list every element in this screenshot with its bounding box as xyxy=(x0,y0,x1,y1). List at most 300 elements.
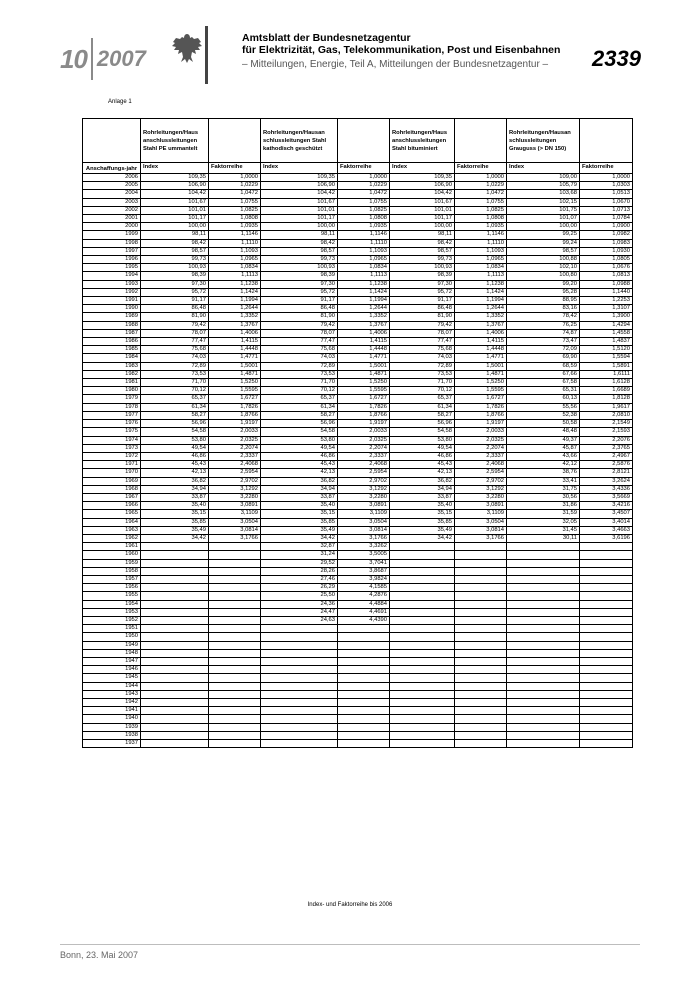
factor-cell: 1,6128 xyxy=(580,379,633,387)
factor-cell: 1,1994 xyxy=(455,297,507,305)
index-cell xyxy=(141,608,209,616)
index-cell: 46,86 xyxy=(390,452,455,460)
factor-cell xyxy=(338,715,390,723)
table-row xyxy=(83,493,633,501)
factor-cell: 2,0810 xyxy=(580,411,633,419)
factor-cell xyxy=(209,592,261,600)
index-cell xyxy=(141,649,209,657)
index-cell: 60,13 xyxy=(507,395,580,403)
factor-cell: 1,1113 xyxy=(338,272,390,280)
index-cell: 98,57 xyxy=(507,247,580,255)
year-cell: 1996 xyxy=(83,256,141,264)
factor-cell: 1,4837 xyxy=(580,338,633,346)
factor-cell xyxy=(580,666,633,674)
index-cell: 98,11 xyxy=(390,231,455,239)
year-cell: 1972 xyxy=(83,452,141,460)
index-cell xyxy=(507,584,580,592)
index-cell xyxy=(390,543,455,551)
factor-cell xyxy=(209,608,261,616)
year-cell: 1955 xyxy=(83,592,141,600)
factor-cell: 1,1238 xyxy=(209,280,261,288)
table-row xyxy=(83,690,633,698)
table-row xyxy=(83,420,633,428)
index-cell xyxy=(507,600,580,608)
factor-cell xyxy=(209,731,261,739)
table-row xyxy=(83,740,633,748)
factor-cell xyxy=(455,657,507,665)
factor-cell: 2,0033 xyxy=(455,428,507,436)
year-cell: 1970 xyxy=(83,469,141,477)
index-cell: 99,73 xyxy=(141,256,209,264)
index-cell: 83,16 xyxy=(507,305,580,313)
factor-cell: 1,3107 xyxy=(580,305,633,313)
index-cell: 34,42 xyxy=(261,534,338,542)
factor-cell xyxy=(455,715,507,723)
factor-cell: 3,0814 xyxy=(455,526,507,534)
index-cell: 35,40 xyxy=(261,502,338,510)
index-cell xyxy=(141,657,209,665)
column-header-row xyxy=(83,163,633,174)
index-cell: 109,35 xyxy=(141,174,209,182)
factor-cell: 3,1109 xyxy=(455,510,507,518)
factor-cell: 1,0825 xyxy=(455,206,507,214)
factor-cell: 2,4068 xyxy=(338,461,390,469)
index-cell: 95,72 xyxy=(261,288,338,296)
index-cell xyxy=(261,625,338,633)
factor-cell: 2,4967 xyxy=(580,452,633,460)
issue-number: 10 xyxy=(60,43,87,74)
index-cell: 101,01 xyxy=(141,206,209,214)
year-cell: 1953 xyxy=(83,608,141,616)
factor-cell: 1,0755 xyxy=(455,198,507,206)
index-cell: 32,05 xyxy=(507,518,580,526)
index-cell: 35,40 xyxy=(390,502,455,510)
index-cell: 73,53 xyxy=(141,370,209,378)
index-cell: 98,11 xyxy=(261,231,338,239)
table-row xyxy=(83,182,633,190)
index-cell: 78,42 xyxy=(507,313,580,321)
factor-cell: 1,1110 xyxy=(209,239,261,247)
factor-cell xyxy=(455,633,507,641)
index-cell: 35,15 xyxy=(390,510,455,518)
factor-cell: 1,3767 xyxy=(455,321,507,329)
index-cell: 31,24 xyxy=(261,551,338,559)
index-cell xyxy=(390,723,455,731)
factor-cell: 2,2074 xyxy=(455,444,507,452)
factor-cell: 1,3352 xyxy=(455,313,507,321)
index-cell: 67,58 xyxy=(507,379,580,387)
factor-cell xyxy=(209,715,261,723)
factor-cell xyxy=(455,674,507,682)
factor-cell: 1,0784 xyxy=(580,215,633,223)
factor-cell xyxy=(209,690,261,698)
index-cell: 86,48 xyxy=(141,305,209,313)
year-cell: 2006 xyxy=(83,174,141,182)
index-cell: 58,27 xyxy=(141,411,209,419)
index-cell: 103,68 xyxy=(507,190,580,198)
factor-cell: 1,6727 xyxy=(455,395,507,403)
factor-cell: 1,4115 xyxy=(338,338,390,346)
table-row xyxy=(83,297,633,305)
factor-cell: 1,1146 xyxy=(209,231,261,239)
index-cell xyxy=(261,731,338,739)
factor-cell: 1,0900 xyxy=(580,223,633,231)
factor-cell: 1,5891 xyxy=(580,362,633,370)
factor-cell: 3,9824 xyxy=(338,575,390,583)
index-cell: 109,00 xyxy=(507,174,580,182)
table-row xyxy=(83,584,633,592)
index-cell: 36,82 xyxy=(390,477,455,485)
index-cell: 101,67 xyxy=(261,198,338,206)
table-row xyxy=(83,313,633,321)
year-cell: 2003 xyxy=(83,198,141,206)
table-row xyxy=(83,682,633,690)
table-row xyxy=(83,559,633,567)
group-header-grauguss: Rohrleitungen/Hausan schlussleitungen Grauguss (> DN 150) xyxy=(507,119,580,163)
index-cell: 70,12 xyxy=(390,387,455,395)
table-row xyxy=(83,387,633,395)
index-cell: 74,03 xyxy=(141,354,209,362)
index-cell: 101,17 xyxy=(390,215,455,223)
year-cell: 1948 xyxy=(83,649,141,657)
factor-cell: 1,0000 xyxy=(455,174,507,182)
factor-cell: 1,1994 xyxy=(338,297,390,305)
factor-cell: 1,8766 xyxy=(455,411,507,419)
index-cell: 98,39 xyxy=(141,272,209,280)
table-row xyxy=(83,354,633,362)
index-cell xyxy=(141,715,209,723)
index-cell xyxy=(141,551,209,559)
index-cell: 31,59 xyxy=(507,510,580,518)
factor-cell: 3,2280 xyxy=(338,493,390,501)
index-cell xyxy=(507,731,580,739)
index-cell: 35,85 xyxy=(141,518,209,526)
group-header-pe: Rohrleitungen/Haus anschlussleitungen Stahl PE ummantelt xyxy=(141,119,209,163)
index-cell xyxy=(390,551,455,559)
index-cell: 46,86 xyxy=(261,452,338,460)
index-cell: 95,72 xyxy=(390,288,455,296)
factor-cell xyxy=(455,608,507,616)
table-row xyxy=(83,305,633,313)
index-cell: 78,07 xyxy=(390,329,455,337)
index-cell: 109,35 xyxy=(390,174,455,182)
factor-cell: 3,0504 xyxy=(338,518,390,526)
factor-cell: 3,0504 xyxy=(209,518,261,526)
factor-cell: 1,1110 xyxy=(455,239,507,247)
index-cell xyxy=(390,608,455,616)
index-cell: 81,90 xyxy=(261,313,338,321)
index-cell xyxy=(390,559,455,567)
index-cell: 105,79 xyxy=(507,182,580,190)
index-cell: 97,30 xyxy=(261,280,338,288)
title-line-2: für Elektrizität, Gas, Telekommunikation, Post und Eisenbahnen xyxy=(242,44,561,56)
factor-cell: 1,7826 xyxy=(455,403,507,411)
index-cell: 54,58 xyxy=(141,428,209,436)
factor-cell xyxy=(580,633,633,641)
year-cell: 1943 xyxy=(83,690,141,698)
factor-cell: 3,0891 xyxy=(338,502,390,510)
factor-cell xyxy=(209,551,261,559)
index-cell xyxy=(141,592,209,600)
group-header-spacer xyxy=(209,119,261,163)
index-cell xyxy=(141,666,209,674)
index-cell xyxy=(141,699,209,707)
table-row xyxy=(83,616,633,624)
factor-cell: 1,0000 xyxy=(580,174,633,182)
index-cell xyxy=(261,707,338,715)
title-line-1: Amtsblatt der Bundesnetzagentur xyxy=(242,32,411,44)
index-cell xyxy=(390,641,455,649)
year-cell: 1978 xyxy=(83,403,141,411)
factor-cell: 1,5595 xyxy=(209,387,261,395)
index-cell: 49,54 xyxy=(390,444,455,452)
index-cell xyxy=(141,584,209,592)
factor-cell: 2,4068 xyxy=(209,461,261,469)
index-cell xyxy=(507,575,580,583)
factor-cell xyxy=(580,592,633,600)
factor-cell xyxy=(580,543,633,551)
index-cell: 98,11 xyxy=(141,231,209,239)
index-cell xyxy=(261,666,338,674)
factor-cell: 1,4558 xyxy=(580,329,633,337)
table-row xyxy=(83,239,633,247)
factor-cell xyxy=(580,649,633,657)
table-row xyxy=(83,198,633,206)
factor-cell xyxy=(455,543,507,551)
factor-cell: 1,2644 xyxy=(209,305,261,313)
table-row xyxy=(83,321,633,329)
year-cell: 1998 xyxy=(83,239,141,247)
factor-cell xyxy=(580,625,633,633)
factor-cell xyxy=(580,699,633,707)
index-cell: 100,93 xyxy=(141,264,209,272)
factor-cell xyxy=(338,633,390,641)
index-cell xyxy=(507,633,580,641)
page-number: 2339 xyxy=(592,46,641,71)
factor-cell: 3,1766 xyxy=(455,534,507,542)
factor-cell: 4,4691 xyxy=(338,608,390,616)
index-cell xyxy=(141,674,209,682)
index-cell: 69,90 xyxy=(507,354,580,362)
federal-eagle-icon xyxy=(170,30,204,66)
table-row xyxy=(83,518,633,526)
factor-cell: 1,5250 xyxy=(338,379,390,387)
issue-divider xyxy=(91,38,93,80)
factor-cell: 1,1424 xyxy=(338,288,390,296)
index-cell: 28,26 xyxy=(261,567,338,575)
factor-cell: 1,4448 xyxy=(338,346,390,354)
index-cell: 35,49 xyxy=(141,526,209,534)
index-cell: 38,76 xyxy=(507,469,580,477)
table-row xyxy=(83,428,633,436)
index-cell: 35,85 xyxy=(390,518,455,526)
index-cell: 33,87 xyxy=(261,493,338,501)
index-cell xyxy=(390,666,455,674)
index-cell: 78,07 xyxy=(261,329,338,337)
factor-cell xyxy=(338,666,390,674)
factor-cell: 1,5001 xyxy=(338,362,390,370)
factor-cell: 1,6727 xyxy=(338,395,390,403)
index-cell: 56,96 xyxy=(390,420,455,428)
factor-cell xyxy=(338,674,390,682)
year-cell: 1979 xyxy=(83,395,141,403)
index-cell: 42,13 xyxy=(390,469,455,477)
year-cell: 1986 xyxy=(83,338,141,346)
table-row xyxy=(83,723,633,731)
index-cell: 95,28 xyxy=(507,288,580,296)
index-cell xyxy=(390,682,455,690)
index-cell: 100,93 xyxy=(261,264,338,272)
index-cell: 24,47 xyxy=(261,608,338,616)
annex-label: Anlage 1 xyxy=(108,99,132,105)
index-cell: 71,70 xyxy=(390,379,455,387)
index-cell: 101,17 xyxy=(141,215,209,223)
table-row xyxy=(83,502,633,510)
factor-cell xyxy=(209,633,261,641)
index-cell xyxy=(507,707,580,715)
factor-cell xyxy=(209,740,261,748)
table-row xyxy=(83,190,633,198)
year-header-spacer xyxy=(83,119,141,163)
factor-cell: 1,4771 xyxy=(455,354,507,362)
issue-year: 2007 xyxy=(96,46,146,71)
index-cell: 81,90 xyxy=(390,313,455,321)
group-header-row xyxy=(83,119,633,163)
factor-column-header: Faktorreihe xyxy=(338,163,390,174)
index-cell: 98,57 xyxy=(141,247,209,255)
index-cell: 101,07 xyxy=(507,215,580,223)
factor-cell: 2,8121 xyxy=(580,469,633,477)
factor-cell: 3,4507 xyxy=(580,510,633,518)
index-cell xyxy=(261,641,338,649)
table-row xyxy=(83,526,633,534)
index-cell: 61,34 xyxy=(261,403,338,411)
index-cell xyxy=(261,690,338,698)
factor-cell: 1,4771 xyxy=(209,354,261,362)
factor-cell: 1,0983 xyxy=(580,239,633,247)
factor-cell xyxy=(455,559,507,567)
factor-cell xyxy=(580,707,633,715)
factor-cell: 1,4006 xyxy=(455,329,507,337)
factor-cell xyxy=(580,616,633,624)
factor-cell xyxy=(455,731,507,739)
index-cell xyxy=(507,608,580,616)
year-cell: 1964 xyxy=(83,518,141,526)
index-cell: 98,39 xyxy=(261,272,338,280)
year-cell: 2001 xyxy=(83,215,141,223)
index-cell: 106,90 xyxy=(390,182,455,190)
index-cell: 54,58 xyxy=(390,428,455,436)
table-row xyxy=(83,567,633,575)
factor-cell: 1,2644 xyxy=(455,305,507,313)
year-cell: 2000 xyxy=(83,223,141,231)
table-row xyxy=(83,543,633,551)
factor-cell: 3,8687 xyxy=(338,567,390,575)
factor-cell: 2,9702 xyxy=(455,477,507,485)
index-cell: 74,03 xyxy=(261,354,338,362)
index-cell: 58,27 xyxy=(261,411,338,419)
factor-cell: 1,5595 xyxy=(455,387,507,395)
index-column-header: Index xyxy=(261,163,338,174)
factor-cell: 4,1585 xyxy=(338,584,390,592)
group-header-spacer xyxy=(580,119,633,163)
year-cell: 1973 xyxy=(83,444,141,452)
year-cell: 1983 xyxy=(83,362,141,370)
factor-cell: 1,3767 xyxy=(338,321,390,329)
factor-cell xyxy=(209,674,261,682)
index-cell: 45,43 xyxy=(141,461,209,469)
table-caption: Index- und Faktorreihe bis 2006 xyxy=(307,902,393,908)
year-cell: 1938 xyxy=(83,731,141,739)
factor-cell: 2,0033 xyxy=(338,428,390,436)
year-cell: 1941 xyxy=(83,707,141,715)
year-cell: 1951 xyxy=(83,625,141,633)
index-cell: 36,82 xyxy=(261,477,338,485)
index-cell: 34,42 xyxy=(141,534,209,542)
year-cell: 1946 xyxy=(83,666,141,674)
factor-cell: 4,4884 xyxy=(338,600,390,608)
index-cell: 77,47 xyxy=(141,338,209,346)
index-cell xyxy=(507,543,580,551)
index-cell: 71,70 xyxy=(261,379,338,387)
factor-cell: 2,5954 xyxy=(209,469,261,477)
year-cell: 1984 xyxy=(83,354,141,362)
factor-cell: 2,1593 xyxy=(580,428,633,436)
factor-cell: 1,0935 xyxy=(209,223,261,231)
factor-cell xyxy=(209,723,261,731)
index-cell: 30,11 xyxy=(507,534,580,542)
index-cell: 98,39 xyxy=(390,272,455,280)
index-cell xyxy=(390,633,455,641)
year-cell: 1991 xyxy=(83,297,141,305)
factor-cell: 2,9702 xyxy=(338,477,390,485)
table-row xyxy=(83,329,633,337)
factor-cell: 1,9617 xyxy=(580,403,633,411)
index-cell: 35,49 xyxy=(390,526,455,534)
factor-cell: 1,0805 xyxy=(580,256,633,264)
table-row xyxy=(83,444,633,452)
factor-cell: 2,0325 xyxy=(338,436,390,444)
factor-cell: 4,2876 xyxy=(338,592,390,600)
index-cell: 75,68 xyxy=(261,346,338,354)
factor-cell xyxy=(338,723,390,731)
index-cell: 99,73 xyxy=(261,256,338,264)
index-cell xyxy=(507,649,580,657)
index-cell: 25,50 xyxy=(261,592,338,600)
group-header-spacer xyxy=(455,119,507,163)
factor-cell xyxy=(580,608,633,616)
factor-cell: 1,4115 xyxy=(209,338,261,346)
index-cell xyxy=(390,625,455,633)
index-cell: 77,47 xyxy=(261,338,338,346)
index-cell xyxy=(507,666,580,674)
factor-cell: 1,0676 xyxy=(580,264,633,272)
factor-cell: 1,5594 xyxy=(580,354,633,362)
factor-cell xyxy=(580,584,633,592)
index-cell: 46,86 xyxy=(141,452,209,460)
year-cell: 1980 xyxy=(83,387,141,395)
footer-date: Bonn, 23. Mai 2007 xyxy=(60,950,139,960)
table-row xyxy=(83,338,633,346)
index-cell: 65,37 xyxy=(261,395,338,403)
index-cell xyxy=(390,600,455,608)
index-cell: 34,94 xyxy=(390,485,455,493)
index-cell xyxy=(390,584,455,592)
year-cell: 1944 xyxy=(83,682,141,690)
factor-column-header: Faktorreihe xyxy=(580,163,633,174)
index-cell: 49,54 xyxy=(141,444,209,452)
index-cell: 74,03 xyxy=(390,354,455,362)
